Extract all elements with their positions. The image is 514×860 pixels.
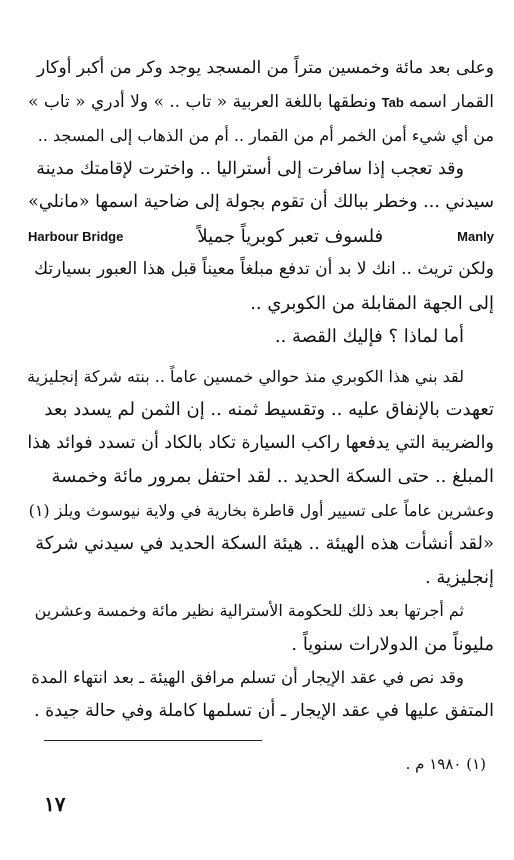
text-segment: فلسوف تعبر كوبرياً جميلاً [197,225,384,247]
text-line-11: تعهدت بالإنفاق عليه .. وتقسيط ثمنه .. إن الثمن لم يسدد بعد [44,399,494,420]
text-line-18: مليوناً من الدولارات سنوياً . [291,633,494,655]
text-segment: القمار اسمه [408,91,494,112]
latin-word-manly: Manly [457,228,494,244]
text-line-15: «لقد أنشأت هذه الهيئة .. هيئة السكة الحديد في سيدني شركة [35,533,494,554]
text-line-8: إلى الجهة المقابلة من الكوبري .. [250,292,494,314]
text-line-20: المتفق عليها في عقد الإيجار ـ أن تسلمها كاملة وفي حالة جيدة . [33,700,494,721]
footnote: (١) ١٩٨٠ م . [405,755,486,773]
text-line-4: وقد تعجب إذا سافرت إلى أستراليا .. واخترت لإقامتك مدينة [36,158,464,179]
page-body [28,52,494,728]
text-line-7: ولكن تريث .. انك لا بد أن تدفع مبلغاً معيناً قبل هذا العبور بسيارتك [34,259,494,279]
text-line-19: وقد نص في عقد الإيجار أن تسلم مرافق الهيئة ـ بعد انتهاء المدة [31,668,464,687]
text-line-1: وعلى بعد مائة وخمسين متراً من المسجد يوجد وكر من أكبر أوكار [37,58,494,78]
text-line-3: من أي شيء أمن الخمر أم من القمار .. أم من الذهاب إلى المسجد .. [37,126,494,145]
text-line-16: إنجليزية . [424,566,494,588]
text-segment: ونطقها باللغة العربية « تاب .. » ولا أدري « تاب » [28,91,377,112]
latin-word-harbour-bridge: Harbour Bridge [28,228,124,244]
text-line-5: سيدني ... وخطر ببالك أن تقوم بجولة إلى ضاحية اسمها «مانلي» [28,192,494,212]
text-line-9: أما لماذا ؟ فإليك القصة .. [274,326,464,347]
page-number: ١٧ [44,792,66,816]
text-line-6 [28,220,494,254]
latin-word-tab: Tab [381,94,404,110]
text-line-2 [28,86,494,120]
footnote-divider [44,740,262,741]
text-line-17: ثم أجرتها بعد ذلك للحكومة الأسترالية نظير مائة وخمسة وعشرين [34,601,464,620]
text-line-13: المبلغ .. حتى السكة الحديد .. لقد احتفل بمرور مائة وخمسة [51,466,494,487]
text-line-14: وعشرين عاماً على تسيير أول قاطرة بخارية في ولاية نيوسوث ويلز (١) [28,500,494,520]
text-line-10: لقد بني هذا الكوبري منذ حوالي خمسين عاماً .. بنته شركة إنجليزية [27,366,464,386]
text-line-12: والضريبة التي يدفعها راكب السيارة تكاد بالكاد أن تسدد فوائد هذا [27,432,494,453]
